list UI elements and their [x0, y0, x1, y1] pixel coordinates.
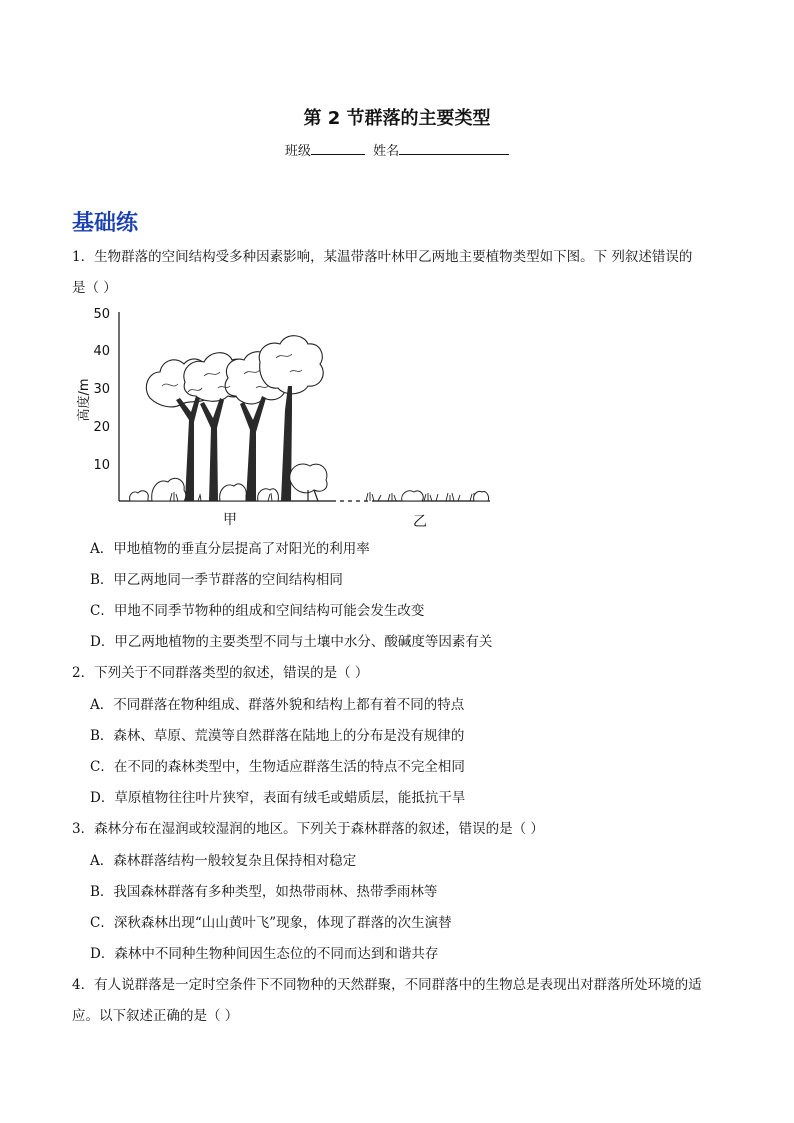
shrub-2: [152, 478, 186, 501]
question-4-line-2: 应。以下叙述正确的是（ ）: [72, 1008, 239, 1024]
q3-option-c: C．深秋森林出现“山山黄叶飞”现象，体现了群落的次生演替: [90, 915, 452, 931]
question-1-line-2: 是（ ）: [72, 280, 117, 296]
q2-option-d: D．草原植物往往叶片狭窄，表面有绒毛或蜡质层，能抵抗干旱: [90, 790, 466, 806]
section-heading: 基础练: [72, 211, 139, 236]
y-tick-20: 20: [93, 420, 110, 435]
question-4-stem: [72, 970, 732, 1032]
y-tick-30: 30: [93, 382, 110, 397]
trunk-3: [240, 396, 266, 501]
y-axis-label: 高度/m: [77, 378, 92, 422]
shrub-1: [130, 491, 149, 501]
name-label: 姓名: [373, 144, 400, 159]
shrub-3: [220, 484, 247, 501]
question-1-line-1: 1．生物群落的空间结构受多种因素影响，某温带落叶林甲乙两地主要植物类型如下图。下 列叙述错误的: [72, 249, 693, 265]
q2-option-b: B．森林、草原、荒漠等自然群落在陆地上的分布是没有规律的: [90, 728, 465, 744]
q1-option-a: A．甲地植物的垂直分层提高了对阳光的利用率: [90, 541, 370, 557]
q3-option-a: A．森林群落结构一般较复杂且保持相对稳定: [90, 853, 357, 869]
site-label-yi: 乙: [413, 514, 427, 530]
trunk-4: [281, 386, 292, 501]
tree-trunks: [176, 386, 292, 501]
q3-option-b: B．我国森林群落有多种类型，如热带雨林、热带季雨林等: [90, 884, 438, 900]
shrub-4: [258, 489, 279, 501]
question-2-stem: 2．下列关于不同群落类型的叙述，错误的是（ ）: [72, 665, 369, 681]
q1-option-c: C．甲地不同季节物种的组成和空间结构可能会发生改变: [90, 603, 425, 619]
name-blank: [399, 142, 509, 155]
q2-option-a: A．不同群落在物种组成、群落外貌和结构上都有着不同的特点: [90, 697, 465, 713]
q2-option-c: C．在不同的森林类型中，生物适应群落生活的特点不完全相同: [90, 759, 465, 775]
site-label-jia: 甲: [223, 512, 237, 528]
shrubs-jia: [130, 464, 327, 501]
question-1-stem: [72, 242, 732, 304]
student-info-line: [0, 140, 794, 159]
y-tick-50: 50: [93, 307, 110, 322]
q3-option-d: D．森林中不同种生物种间因生态位的不同而达到和谐共存: [90, 946, 439, 962]
q1-option-b: B．甲乙两地同一季节群落的空间结构相同: [90, 572, 343, 588]
q1-option-d: D．甲乙两地植物的主要类型不同与土壤中水分、酸碱度等因素有关: [90, 634, 493, 650]
y-tick-40: 40: [93, 344, 110, 359]
question-4-line-1: 4．有人说群落是一定时空条件下不同物种的天然群聚，不同群落中的生物总是表现出对群落所处环境的适: [72, 977, 702, 993]
question-3-stem: 3．森林分布在湿润或较湿润的地区。下列关于森林群落的叙述，错误的是（ ）: [72, 821, 544, 837]
forest-height-figure: [70, 300, 510, 532]
page-title: 第 2 节群落的主要类型: [303, 108, 491, 129]
trunk-2: [200, 398, 224, 501]
canopy-4: [259, 336, 323, 394]
yi-bush-1: [402, 491, 424, 501]
shrub-5: [290, 464, 327, 493]
yi-bush-2: [474, 491, 489, 501]
y-tick-10: 10: [93, 458, 110, 473]
class-blank: [311, 142, 365, 155]
class-label: 班级: [284, 144, 311, 159]
shrubs-yi: [402, 491, 489, 501]
